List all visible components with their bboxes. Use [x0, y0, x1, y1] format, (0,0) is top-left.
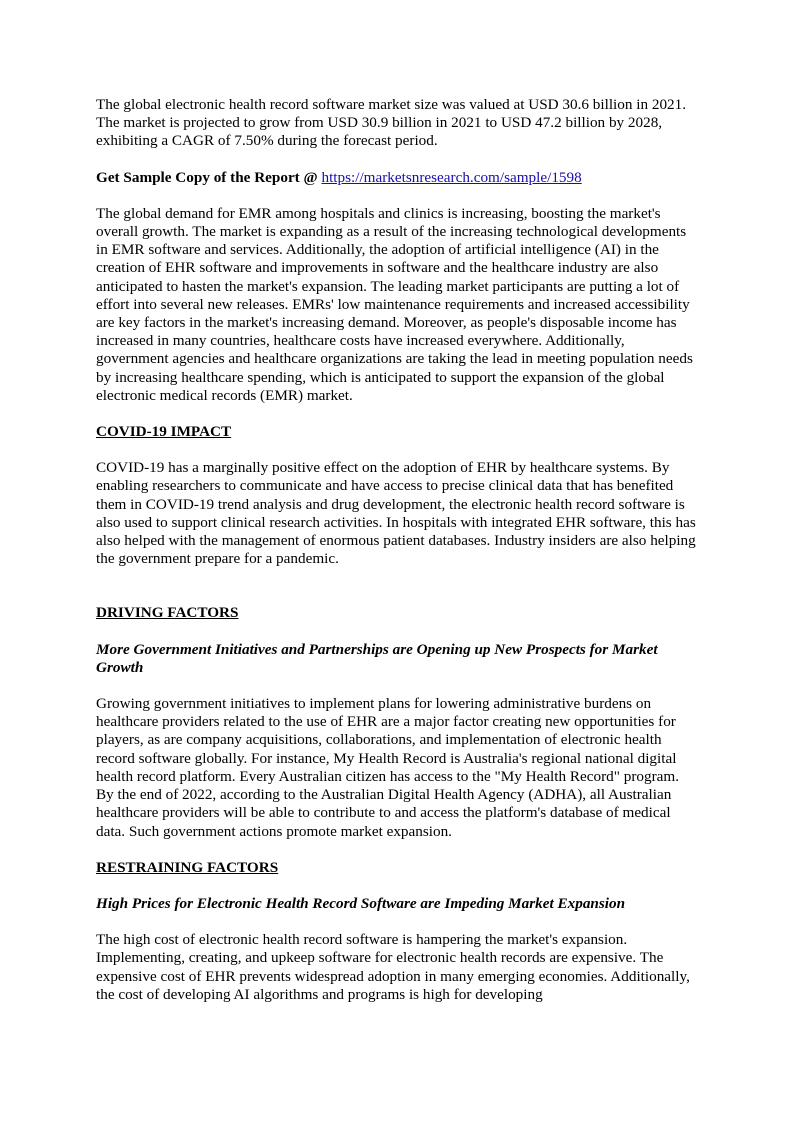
sample-copy-line: [96, 169, 700, 187]
driving-factors-subheading: More Government Initiatives and Partnerships are Opening up New Prospects for Market Growth: [96, 640, 658, 676]
intro-paragraph: The global electronic health record software market size was valued at USD 30.6 billion in 2021. The market is projected to grow from USD 30.9 billion in 2021 to USD 47.2 billion by 2028, exhibiting a CAGR of 7.50% during the forecast period.: [96, 96, 687, 150]
driving-factors-heading: DRIVING FACTORS: [96, 604, 239, 622]
covid-heading: COVID-19 IMPACT: [96, 423, 232, 441]
sample-copy-link[interactable]: https://marketsnresearch.com/sample/1598: [321, 168, 582, 186]
sample-copy-label: Get Sample Copy of the Report @: [96, 168, 318, 186]
document-body: [96, 96, 700, 1004]
overview-paragraph: The global demand for EMR among hospitals and clinics is increasing, boosting the market's overall growth. The market is expanding as a result of the increasing technological developments in EMR software and services. Additionally, the adoption of artificial intelligence (AI) in the creation of EHR software and improvements in software and the healthcare industry are also anticipated to hasten the market's expansion. The leading market participants are putting a lot of effort into several new releases. EMRs' low maintenance requirements and increased accessibility are key factors in the market's increasing demand. Moreover, as people's disposable income has increased in many countries, healthcare costs have increased everywhere. Additionally, government agencies and healthcare organizations are taking the lead in meeting population needs by increasing healthcare spending, which is anticipated to support the expansion of the global electronic medical records (EMR) market.: [96, 204, 693, 404]
restraining-factors-paragraph: The high cost of electronic health record software is hampering the market's expansion. Implementing, creating, and upkeep software for electronic health records are expensive. The expensive cost of EHR prevents widespread adoption in many emerging economies. Additionally, the cost of developing AI algorithms and programs is high for developing: [96, 931, 690, 1003]
restraining-factors-subheading: High Prices for Electronic Health Record Software are Impeding Market Expansion: [96, 894, 626, 912]
covid-paragraph: COVID-19 has a marginally positive effect on the adoption of EHR by healthcare systems. By enabling researchers to communicate and have access to precise clinical data that has benefited them in COVID-19 trend analysis and drug development, the electronic health record software is also used to support clinical research activities. In hospitals with integrated EHR software, this has also helped with the management of enormous patient databases. Industry insiders are also helping the government prepare for a pandemic.: [96, 459, 696, 568]
driving-factors-paragraph: Growing government initiatives to implement plans for lowering administrative burdens on healthcare providers related to the use of EHR are a major factor creating new opportunities for players, as are company acquisitions, collaborations, and implementation of electronic health record software globally. For instance, My Health Record is Australia's regional national digital health record platform. Every Australian citizen has access to the "My Health Record" program. By the end of 2022, according to the Australian Digital Health Agency (ADHA), all Australian healthcare providers will be able to contribute to and access the platform's database of medical data. Such government actions promote market expansion.: [96, 695, 679, 840]
restraining-factors-heading: RESTRAINING FACTORS: [96, 858, 279, 876]
